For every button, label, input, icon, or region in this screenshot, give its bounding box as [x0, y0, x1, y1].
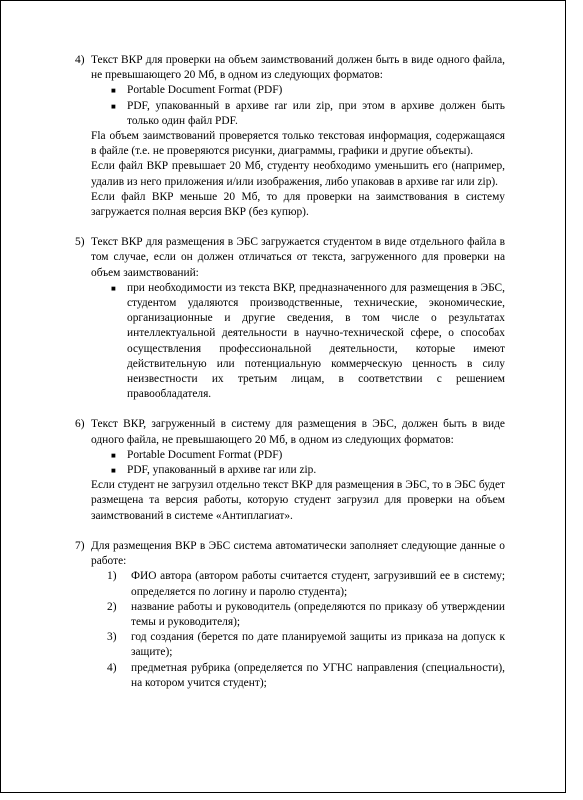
item-number: 5)	[75, 236, 85, 249]
bullet-icon: ■	[111, 86, 116, 96]
bullet-item: ■ Portable Document Format (PDF)	[111, 83, 505, 98]
document-body	[75, 53, 505, 691]
list-item-6	[75, 417, 505, 523]
item-heading: Для размещения ВКР в ЭБС система автоматически заполняет следующие данные о работе:	[91, 539, 505, 568]
paragraph: Если студент не загрузил отдельно текст ВКР для размещения в ЭБС, то в ЭБС будет размещена та версия работы, которую студент загрузил для проверки на объем заимствований в системе «Антиплагиат».	[91, 479, 505, 522]
item-number: 6)	[75, 418, 85, 431]
item-heading: Текст ВКР для размещения в ЭБС загружается студентом в виде отдельного файла в том случае, если он должен отличаться от текста, загруженного для проверки на объем заимствований:	[91, 236, 505, 279]
sublist-item: 2) название работы и руководитель (определяются по приказу об утверждении темы и руководителя);	[107, 600, 505, 628]
paragraph: Если файл ВКР превышает 20 Мб, студенту необходимо уменьшить его (например, удалив из него приложения и/или изображения, либо упаковав в архиве rar или zip).	[91, 160, 505, 188]
bullet-item: ■ PDF, упакованный в архиве rar или zip.	[111, 463, 505, 478]
paragraph: Fla объем заимствований проверяется только текстовая информация, содержащаяся в файле (т.е. не проверяются рисунки, диаграммы, графики и другие объекты).	[91, 130, 505, 158]
sublist-item: 4) предметная рубрика (определяется по УГНС направления (специальности), на котором учится студент);	[107, 661, 505, 689]
item-heading: Текст ВКР, загруженный в систему для размещения в ЭБС, должен быть в виде одного файла, не превышающего 20 Мб, в одном из следующих форматов:	[91, 418, 505, 446]
list-item-5	[75, 235, 505, 402]
sublist-item: 1) ФИО автора (автором работы считается студент, загрузивший ее в систему; определяется по логину и паролю студента);	[107, 570, 505, 598]
bullet-icon: ■	[111, 101, 116, 111]
item-number: 4)	[75, 54, 85, 66]
list-item-4	[75, 53, 505, 220]
item-number: 7)	[75, 539, 85, 552]
bullet-icon: ■	[111, 450, 116, 460]
bullet-icon: ■	[111, 283, 116, 293]
sublist-item: 3) год создания (берется по дате планируемой защиты из приказа на допуск к защите);	[107, 631, 505, 659]
list-item-7	[75, 539, 505, 691]
bullet-item: ■ при необходимости из текста ВКР, предназначенного для размещения в ЭБС, студентом удаляются производственные, технические, экономические, организационные и другие сведения, в том числе о результатах интеллектуальной деятельности в научно-технической сфере, о способах осуществления профессиональной деятельности, которые имеют действительную или потенциальную коммерческую ценность в силу неизвестности их третьим лицам, в соответствии с решением правообладателя.	[111, 281, 505, 403]
bullet-item: ■ PDF, упакованный в архиве rar или zip, при этом в архиве должен быть только один файл PDF.	[111, 99, 505, 129]
item-heading: Текст ВКР для проверки на объем заимствований должен быть в виде одного файла, не превышающего 20 Мб, в одном из следующих форматов:	[91, 54, 505, 82]
bullet-item: ■ Portable Document Format (PDF)	[111, 448, 505, 463]
bullet-icon: ■	[111, 466, 116, 476]
paragraph: Если файл ВКР меньше 20 Мб, то для проверки на заимствования в систему загружается полная версия ВКР (без купюр).	[91, 190, 505, 219]
